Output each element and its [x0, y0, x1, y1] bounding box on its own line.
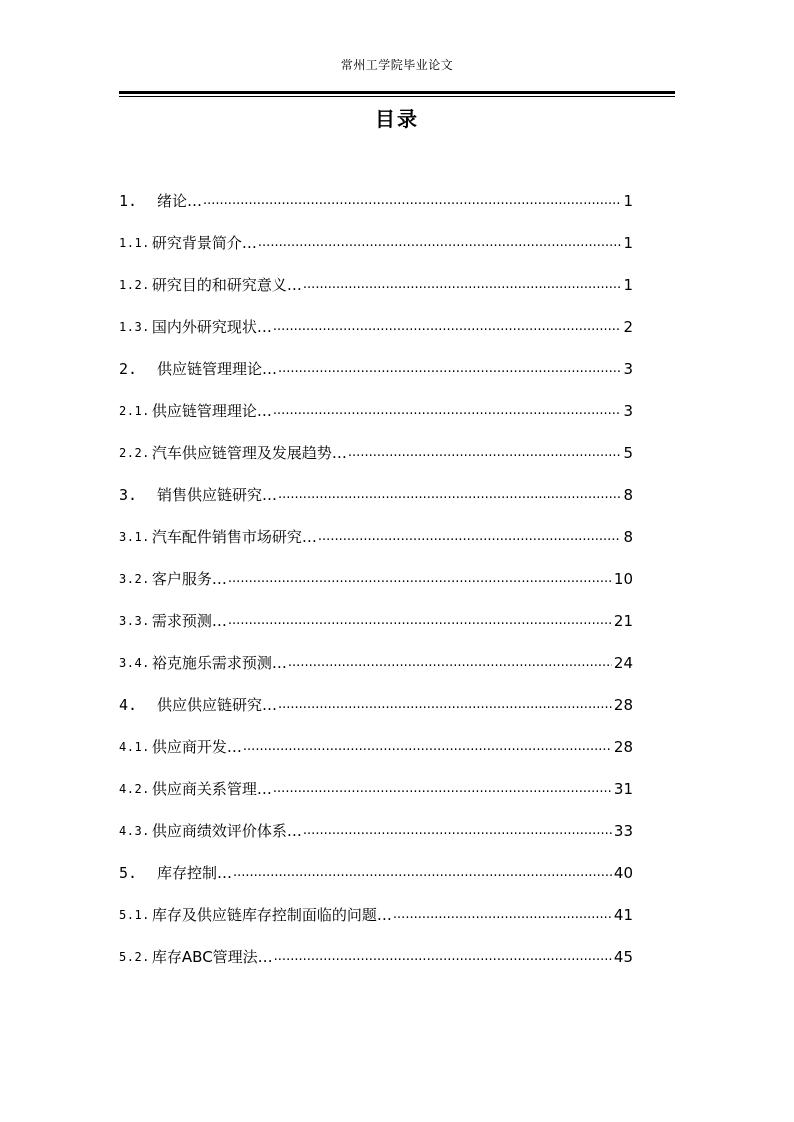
- toc-entry-page: 3: [623, 402, 633, 420]
- toc-entry-label: 绪论: [157, 192, 188, 210]
- toc-entry-page: 1: [623, 192, 633, 210]
- toc-dot-leader: [228, 566, 612, 592]
- toc-entry-ellipsis: …: [262, 360, 277, 378]
- toc-entry-label: 库存控制: [157, 864, 218, 882]
- toc-entry-label: 国内外研究现状: [151, 318, 257, 336]
- toc-entry[interactable]: [119, 524, 633, 566]
- toc-entry-label: 研究目的和研究意义: [151, 276, 287, 294]
- toc-entry-number: 1.1.: [119, 236, 150, 250]
- toc-dot-leader: [278, 692, 612, 718]
- toc-entry-number: 1.: [119, 192, 138, 210]
- toc-dot-leader: [258, 230, 622, 256]
- toc-entry-ellipsis: …: [256, 318, 271, 336]
- toc-entry-ellipsis: …: [226, 738, 241, 756]
- toc-entry-page: 31: [613, 780, 633, 798]
- toc-entry[interactable]: [119, 818, 633, 860]
- toc-entry-number: 5.1.: [119, 908, 150, 922]
- toc-dot-leader: [393, 902, 612, 928]
- toc-entry-label: 汽车配件销售市场研究: [151, 528, 302, 546]
- toc-entry-ellipsis: …: [211, 570, 226, 588]
- toc-entry[interactable]: [119, 944, 633, 986]
- toc-dot-leader: [243, 734, 612, 760]
- toc-entry[interactable]: [119, 776, 633, 818]
- toc-entry-page: 1: [623, 276, 633, 294]
- toc-dot-leader: [303, 272, 622, 298]
- toc-dot-leader: [203, 188, 621, 214]
- toc-entry-page: 5: [623, 444, 633, 462]
- toc-entry-page: 8: [623, 528, 633, 546]
- toc-entry-page: 41: [613, 906, 633, 924]
- toc-entry-page: 28: [613, 738, 633, 756]
- toc-entry-page: 33: [613, 822, 633, 840]
- toc-entry-label: 裕克施乐需求预测: [151, 654, 272, 672]
- toc-entry-label: 需求预测: [151, 612, 212, 630]
- toc-dot-leader: [278, 356, 621, 382]
- toc-entry-page: 28: [613, 696, 633, 714]
- toc-dot-leader: [303, 818, 612, 844]
- toc-entry[interactable]: [119, 356, 633, 398]
- toc-entry-ellipsis: …: [331, 444, 346, 462]
- toc-entry-page: 45: [613, 948, 633, 966]
- toc-entry-ellipsis: …: [262, 696, 277, 714]
- toc-entry-number: 4.3.: [119, 824, 150, 838]
- toc-entry[interactable]: [119, 230, 633, 272]
- toc-entry-label: 库存及供应链库存控制面临的问题: [151, 906, 377, 924]
- toc-entry-number: 5.2.: [119, 950, 150, 964]
- toc-entry-ellipsis: …: [301, 528, 316, 546]
- toc-entry-number: 3.4.: [119, 656, 150, 670]
- toc-entry-number: 5.: [119, 864, 138, 882]
- toc-dot-leader: [274, 944, 612, 970]
- toc-entry-label: 供应链管理理论: [157, 360, 263, 378]
- toc-entry-label: 汽车供应链管理及发展趋势: [151, 444, 332, 462]
- toc-entry-number: 3.1.: [119, 530, 150, 544]
- toc-dot-leader: [233, 860, 612, 886]
- page-header: 常州工学院毕业论文: [340, 58, 454, 72]
- toc-entry-number: 2.: [119, 360, 138, 378]
- toc-title: 目录: [375, 107, 419, 131]
- toc-entry-ellipsis: …: [262, 486, 277, 504]
- toc-entry-number: 1.3.: [119, 320, 150, 334]
- toc-entry[interactable]: [119, 566, 633, 608]
- table-of-contents: [119, 188, 633, 986]
- toc-entry-ellipsis: …: [217, 864, 232, 882]
- toc-entry[interactable]: [119, 314, 633, 356]
- toc-entry[interactable]: [119, 188, 633, 230]
- toc-entry-ellipsis: …: [256, 780, 271, 798]
- toc-entry-number: 2.1.: [119, 404, 150, 418]
- toc-entry-page: 40: [613, 864, 633, 882]
- toc-entry[interactable]: [119, 734, 633, 776]
- toc-entry-page: 24: [613, 654, 633, 672]
- toc-dot-leader: [228, 608, 612, 634]
- toc-entry-label: 销售供应链研究: [157, 486, 263, 504]
- toc-dot-leader: [273, 314, 622, 340]
- toc-entry-ellipsis: …: [256, 402, 271, 420]
- toc-entry-number: 3.2.: [119, 572, 150, 586]
- toc-entry-label: 供应商绩效评价体系: [151, 822, 287, 840]
- toc-entry-page: 2: [623, 318, 633, 336]
- toc-entry-page: 21: [613, 612, 633, 630]
- toc-entry[interactable]: [119, 482, 633, 524]
- toc-entry[interactable]: [119, 902, 633, 944]
- toc-entry-label: 供应商关系管理: [151, 780, 257, 798]
- toc-entry-label: 研究背景简介: [151, 234, 242, 252]
- toc-entry[interactable]: [119, 650, 633, 692]
- toc-entry-number: 4.: [119, 696, 138, 714]
- toc-entry-ellipsis: …: [286, 276, 301, 294]
- toc-entry[interactable]: [119, 272, 633, 314]
- toc-entry-number: 1.2.: [119, 278, 150, 292]
- toc-dot-leader: [348, 440, 622, 466]
- toc-entry-ellipsis: …: [187, 192, 202, 210]
- toc-entry-ellipsis: …: [257, 948, 272, 966]
- toc-entry-ellipsis: …: [271, 654, 286, 672]
- toc-entry-ellipsis: …: [211, 612, 226, 630]
- toc-entry-number: 3.: [119, 486, 138, 504]
- toc-dot-leader: [273, 398, 622, 424]
- toc-entry[interactable]: [119, 608, 633, 650]
- toc-entry-label: 库存ABC管理法: [151, 948, 258, 966]
- toc-entry[interactable]: [119, 440, 633, 482]
- toc-entry-page: 8: [623, 486, 633, 504]
- toc-entry-label: 供应链管理理论: [151, 402, 257, 420]
- toc-entry-number: 3.3.: [119, 614, 150, 628]
- toc-entry-number: 4.1.: [119, 740, 150, 754]
- toc-entry-number: 2.2.: [119, 446, 150, 460]
- header-rule-thin: [119, 96, 675, 97]
- toc-entry-page: 10: [613, 570, 633, 588]
- toc-dot-leader: [273, 776, 612, 802]
- toc-dot-leader: [278, 482, 621, 508]
- toc-entry-number: 4.2.: [119, 782, 150, 796]
- toc-entry[interactable]: [119, 692, 633, 734]
- toc-entry-label: 客户服务: [151, 570, 212, 588]
- toc-entry-label: 供应供应链研究: [157, 696, 263, 714]
- toc-entry-label: 供应商开发: [151, 738, 227, 756]
- toc-entry[interactable]: [119, 860, 633, 902]
- toc-entry-page: 3: [623, 360, 633, 378]
- toc-entry[interactable]: [119, 398, 633, 440]
- toc-dot-leader: [288, 650, 612, 676]
- toc-entry-page: 1: [623, 234, 633, 252]
- toc-entry-ellipsis: …: [241, 234, 256, 252]
- toc-dot-leader: [318, 524, 622, 550]
- header-rule-thick: [119, 91, 675, 94]
- toc-entry-ellipsis: …: [376, 906, 391, 924]
- toc-entry-ellipsis: …: [286, 822, 301, 840]
